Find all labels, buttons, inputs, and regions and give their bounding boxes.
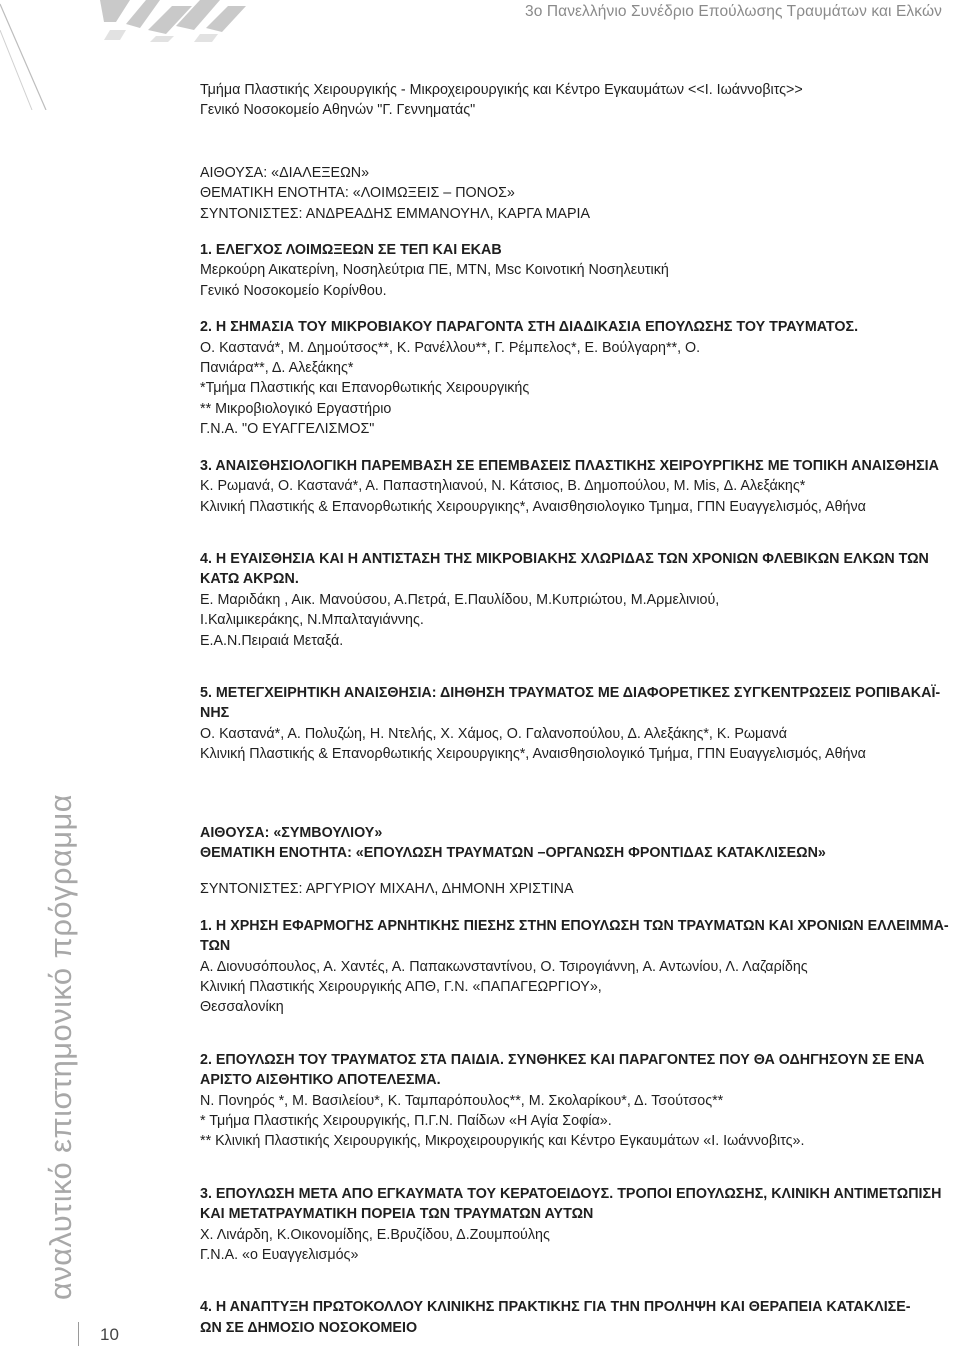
talk-title: ΑΡΙΣΤΟ ΑΙΣΘΗΤΙΚΟ ΑΠΟΤΕΛΕΣΜΑ. xyxy=(200,1072,441,1089)
talk-detail: Ε. Μαριδάκη , Αικ. Μανούσου, Α.Πετρά, Ε.Παυλίδου, Μ.Κυπριώτου, Μ.Αρμελινιού, xyxy=(200,591,720,608)
talk-detail: Ν. Πονηρός *, Μ. Βασιλείου*, Κ. Ταμπαρόπουλος**, Μ. Σκολαρίκου*, Δ. Τσούτσος** xyxy=(200,1092,724,1109)
talk-item xyxy=(200,456,960,517)
session-room: ΑΙΘΟΥΣΑ: «ΣΥΜΒΟΥΛΙΟΥ» xyxy=(200,824,383,841)
talk-detail: Ε.Α.Ν.Πειραιά Μεταξά. xyxy=(200,632,344,649)
talk-detail: ** Μικροβιολογικό Εργαστήριο xyxy=(200,400,392,417)
session-theme: ΘΕΜΑΤΙΚΗ ΕΝΟΤΗΤΑ: «ΛΟΙΜΩΞΕΙΣ – ΠΟΝΟΣ» xyxy=(200,185,515,202)
talk-title: 4. Η ΑΝΑΠΤΥΞΗ ΠΡΩΤΟΚΟΛΛΟΥ ΚΛΙΝΙΚΗΣ ΠΡΑΚΤΙΚΗΣ ΓΙΑ ΤΗΝ ΠΡΟΛΗΨΗ ΚΑΙ ΘΕΡΑΠΕΙΑ ΚΑΤΑΚΛΙΣΕ- xyxy=(200,1299,911,1316)
session-talk-list xyxy=(200,240,960,765)
talk-detail: Κλινική Πλαστικής & Επανορθωτικής Χειρουργικης*, Αναισθησιολογικο Τμημα, ΓΠΝ Ευαγγελισμός, Αθήνα xyxy=(200,498,866,515)
conference-title: 3ο Πανελλήνιο Συνέδριο Επούλωσης Τραυμάτων και Ελκών xyxy=(525,3,942,20)
talk-title: 3. ΕΠΟΥΛΩΣΗ ΜΕΤΑ ΑΠΟ ΕΓΚΑΥΜΑΤΑ ΤΟΥ ΚΕΡΑΤΟΕΙΔΟΥΣ. ΤΡΟΠΟΙ ΕΠΟΥΛΩΣΗΣ, ΚΛΙΝΙΚΗ ΑΝΤΙΜΕΤΩΠΙΣΗ xyxy=(200,1185,942,1202)
talk-detail: * Τμήμα Πλαστικής Χειρουργικής, Π.Γ.Ν. Παίδων «Η Αγία Σοφία». xyxy=(200,1113,612,1130)
talk-title: ΚΑΙ ΜΕΤΑΤΡΑΥΜΑΤΙΚΗ ΠΟΡΕΙΑ ΤΩΝ ΤΡΑΥΜΑΤΩΝ ΑΥΤΩΝ xyxy=(200,1206,594,1223)
talk-detail: Γ.Ν.Α. "Ο ΕΥΑΓΓΕΛΙΣΜΟΣ" xyxy=(200,421,375,438)
page-header xyxy=(0,0,960,44)
session-room: ΑΙΘΟΥΣΑ: «ΔΙΑΛΕΞΕΩΝ» xyxy=(200,164,370,181)
page-number-divider xyxy=(78,1322,79,1346)
talk-detail: Κλινική Πλαστικής Χειρουργικής ΑΠΘ, Γ.Ν. «ΠΑΠΑΓΕΩΡΓΙΟΥ», xyxy=(200,979,602,995)
talk-detail: Θεσσαλονίκη xyxy=(200,999,284,1016)
talk-detail: Χ. Λιvάρδη, Κ.Οικονομίδης, Ε.Βρυζίδου, Δ.Ζουμπούλης xyxy=(200,1226,550,1243)
talk-detail: Ο. Καστανά*, Μ. Δημούτσος**, Κ. Ρανέλλου**, Γ. Ρέμπελος*, Ε. Βούλγαρη**, Ο. xyxy=(200,339,701,356)
talk-title: 3. ΑΝΑΙΣΘΗΣΙΟΛΟΓΙΚΗ ΠΑΡΕΜΒΑΣΗ ΣΕ ΕΠΕΜΒΑΣΕΙΣ ΠΛΑΣΤΙΚΗΣ ΧΕΙΡΟΥΡΓΙΚΗΣ ΜΕ ΤΟΠΙΚΗ ΑΝΑΙΣΘΗΣΙΑ xyxy=(200,457,939,474)
conference-logo-icon xyxy=(96,0,256,42)
talk-title: ΝΗΣ xyxy=(200,705,230,722)
intro-line: Γενικό Νοσοκομείο Αθηνών "Γ. Γεννηματάς" xyxy=(200,102,476,119)
talk-title: ΤΩΝ xyxy=(200,938,231,955)
talk-detail: Γενικό Νοσοκομείο Κορίνθου. xyxy=(200,282,387,299)
section-vertical-label: αναλυτικό επιστημονικό πρόγραμμα xyxy=(43,793,78,1300)
talk-detail: Πανιάρα**, Δ. Αλεξάκης* xyxy=(200,360,354,377)
talk-detail: ** Κλινική Πλαστικής Χειρουργικής, Μικροχειρουργικής και Κέντρο Εγκαυμάτων «Ι. Ιωάννοβιτς». xyxy=(200,1133,805,1150)
session-chairs: ΣΥΝΤΟΝΙΣΤΕΣ: ΑΡΓΥΡΙΟΥ ΜΙΧΑΗΛ, ΔΗΜΟΝΗ ΧΡΙΣΤΙΝΑ xyxy=(200,881,574,898)
session-header xyxy=(200,823,960,900)
talk-item xyxy=(200,1184,960,1266)
talk-title: ΚΑΤΩ ΑΚΡΩΝ. xyxy=(200,571,299,588)
talk-detail: Κλινική Πλαστικής & Επανορθωτικής Χειρουργικης*, Αναισθησιολογικό Τμήμα, ΓΠΝ Ευαγγελισμός, Αθήνα xyxy=(200,746,866,763)
talk-detail: Α. Διονυσόπουλος, Α. Χαντές, Α. Παπακωνσταντίνου, Ο. Τσιρογιάννη, Α. Αντωνίου, Λ. Λαζαρίδης xyxy=(200,958,808,975)
corner-decoration-lines xyxy=(0,0,100,110)
talk-item xyxy=(200,549,960,651)
talk-detail: Γ.Ν.Α. «ο Ευαγγελισμός» xyxy=(200,1247,359,1264)
intro-affiliation xyxy=(200,80,960,121)
talk-detail: Ο. Καστανά*, Α. Πολυζώη, Η. Ντελής, Χ. Χάμος, Ο. Γαλανοπούλου, Δ. Αλεξάκης*, Κ. Ρωμανά xyxy=(200,725,787,742)
program-content xyxy=(200,80,960,1338)
talk-title: 1. ΕΛΕΓΧΟΣ ΛΟΙΜΩΞΕΩΝ ΣΕ ΤΕΠ ΚΑΙ ΕΚΑΒ xyxy=(200,242,502,259)
talk-detail: Μερκούρη Αικατερίνη, Νοσηλεύτρια ΠΕ, ΜΤΝ, Msc Κοινοτική Νοσηλευτική xyxy=(200,262,669,279)
page-number: 10 xyxy=(100,1325,119,1344)
session-header xyxy=(200,163,960,224)
talk-title: 1. Η ΧΡΗΣΗ ΕΦΑΡΜΟΓΗΣ ΑΡΝΗΤΙΚΗΣ ΠΙΕΣΗΣ ΣΤΗΝ ΕΠΟΥΛΩΣΗ ΤΩΝ ΤΡΑΥΜΑΤΩΝ ΚΑΙ ΧΡΟΝΙΩΝ ΕΛΛΕΙΜΜΑ- xyxy=(200,917,949,934)
talk-detail: *Τμήμα Πλαστικής και Επανορθωτικής Χειρουργικής xyxy=(200,380,530,397)
talk-item xyxy=(200,240,960,301)
talk-title: 5. ΜΕΤΕΓΧΕΙΡΗΤΙΚΗ ΑΝΑΙΣΘΗΣΙΑ: ΔΙΗΘΗΣΗ ΤΡΑΥΜΑΤΟΣ ΜΕ ΔΙΑΦΟΡΕΤΙΚΕΣ ΣΥΓΚΕΝΤΡΩΣΕΙΣ ΡΟΠΙΒΑΚΑΪ- xyxy=(200,684,941,701)
talk-title: ΩΝ ΣΕ ΔΗΜΟΣΙΟ ΝΟΣΟΚΟΜΕΙΟ xyxy=(200,1319,418,1336)
talk-title: 2. ΕΠΟΥΛΩΣΗ ΤΟΥ ΤΡΑΥΜΑΤΟΣ ΣΤΑ ΠΑΙΔΙΑ. ΣΥΝΘΗΚΕΣ ΚΑΙ ΠΑΡΑΓΟΝΤΕΣ ΠΟΥ ΘΑ ΟΔΗΓΗΣΟΥΝ ΣΕ ΕΝΑ xyxy=(200,1051,925,1068)
talk-item xyxy=(200,683,960,765)
session-chairs: ΣΥΝΤΟΝΙΣΤΕΣ: ΑΝΔΡΕΑΔΗΣ ΕΜΜΑΝΟΥΗΛ, ΚΑΡΓΑ ΜΑΡΙΑ xyxy=(200,205,591,222)
talk-title: 2. Η ΣΗΜΑΣΙΑ ΤΟΥ ΜΙΚΡΟΒΙΑΚΟΥ ΠΑΡΑΓΟΝΤΑ ΣΤΗ ΔΙΑΔΙΚΑΣΙΑ ΕΠΟΥΛΩΣΗΣ ΤΟΥ ΤΡΑΥΜΑΤΟΣ. xyxy=(200,319,859,336)
talk-detail: Κ. Ρωμανά, Ο. Καστανά*, Α. Παπαστηλιανού, Ν. Κάτσιος, Β. Δημοπούλου, Μ. Mis, Δ. Αλεξάκης* xyxy=(200,478,806,495)
talk-item xyxy=(200,916,960,1018)
talk-item xyxy=(200,1050,960,1152)
session-talk-list xyxy=(200,916,960,1339)
talk-detail: Ι.Καλιμικεράκης, Ν.Μπαλταγιάννης. xyxy=(200,612,424,629)
talk-item xyxy=(200,1297,960,1338)
intro-line: Τμήμα Πλαστικής Χειρουργικής - Μικροχειρουργικής και Κέντρο Εγκαυμάτων <<Ι. Ιωάννοβιτς>> xyxy=(200,82,803,98)
talk-title: 4. Η ΕΥΑΙΣΘΗΣΙΑ ΚΑΙ Η ΑΝΤΙΣΤΑΣΗ ΤΗΣ ΜΙΚΡΟΒΙΑΚΗΣ ΧΛΩΡΙΔΑΣ ΤΩΝ ΧΡΟΝΙΩΝ ΦΛΕΒΙΚΩΝ ΕΛΚΩΝ ΤΩΝ xyxy=(200,550,929,567)
talk-item xyxy=(200,317,960,439)
session-theme: ΘΕΜΑΤΙΚΗ ΕΝΟΤΗΤΑ: «ΕΠΟΥΛΩΣΗ ΤΡΑΥΜΑΤΩΝ –ΟΡΓΑΝΩΣΗ ΦΡΟΝΤΙΔΑΣ ΚΑΤΑΚΛΙΣΕΩΝ» xyxy=(200,844,826,861)
